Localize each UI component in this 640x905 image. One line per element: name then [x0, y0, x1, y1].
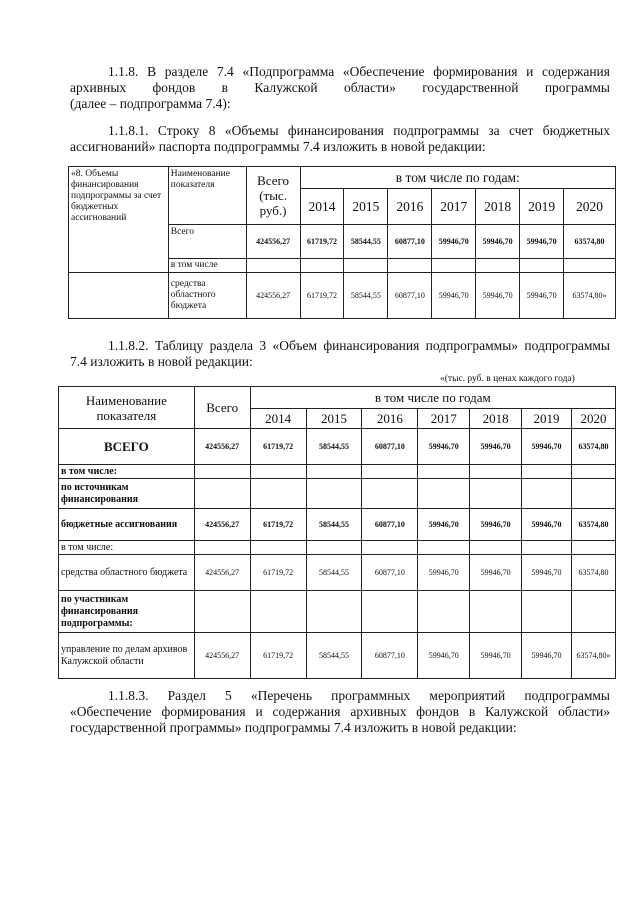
paragraph-line: 1.1.8. В разделе 7.4 «Подпрограмма «Обеспечение формирования и содержания: [108, 64, 610, 79]
row-label: ВСЕГО: [59, 429, 195, 465]
paragraph-line: ассигнований» паспорта подпрограммы 7.4 изложить в новой редакции:: [70, 139, 486, 154]
year-value: 63574,80»: [564, 273, 616, 319]
table-row: [59, 591, 616, 633]
total-value: 424556,27: [246, 273, 300, 319]
empty-cell: [476, 259, 520, 273]
years-header: в том числе по годам:: [300, 167, 615, 189]
year-value: 60877,10: [388, 225, 432, 259]
year-header: 2016: [388, 189, 432, 225]
paragraph-1-1-8-3: [70, 688, 610, 736]
row-label: Всего: [168, 225, 246, 259]
year-value: 60877,10: [362, 429, 418, 465]
year-value: 59946,70: [520, 273, 564, 319]
year-value: 63574,80: [571, 429, 615, 465]
units-note: «(тыс. руб. в ценах каждого года): [440, 374, 575, 384]
empty-cell: [564, 259, 616, 273]
table-row: [69, 273, 616, 319]
paragraph-line: государственной программы» подпрограммы 7.4 изложить в новой редакции:: [70, 720, 517, 735]
row-label: бюджетные ассигнования: [59, 509, 195, 541]
year-value: 59946,70: [432, 225, 476, 259]
row-label: в том числе:: [59, 541, 195, 555]
paragraph-line: архивных фондов в Калужской области» государственной программы: [70, 80, 610, 95]
year-value: 59946,70: [418, 429, 470, 465]
year-header: 2020: [564, 189, 616, 225]
year-value: 61719,72: [250, 633, 306, 679]
year-value: 59946,70: [418, 509, 470, 541]
year-value: 58544,55: [306, 429, 362, 465]
year-header: 2015: [344, 189, 388, 225]
year-value: 59946,70: [418, 555, 470, 591]
subprogram-funding-table: [58, 386, 616, 679]
row-label: средства областного бюджета: [59, 555, 195, 591]
column-header-total: Всего: [194, 387, 250, 429]
passport-funding-table: [68, 166, 616, 319]
years-header: в том числе по годам: [250, 387, 615, 409]
paragraph-1-1-8-2: [70, 338, 610, 370]
row-label: в том числе:: [59, 465, 195, 479]
year-value: 58544,55: [344, 273, 388, 319]
year-value: 63574,80»: [571, 633, 615, 679]
year-header: 2018: [470, 409, 522, 429]
paragraph-line: «Обеспечение формирования и содержания архивных фондов в Калужской области»: [70, 704, 610, 719]
year-header: 2017: [432, 189, 476, 225]
paragraph-line: 1.1.8.2. Таблицу раздела 3 «Объем финансирования подпрограммы» подпрограммы: [108, 338, 610, 353]
paragraph-line: 1.1.8.1. Строку 8 «Объемы финансирования подпрограммы за счет бюджетных: [108, 123, 610, 138]
paragraph-line: 7.4 изложить в новой редакции:: [70, 354, 253, 369]
table-row: [59, 633, 616, 679]
year-header: 2020: [571, 409, 615, 429]
row-label: по источникам финансирования: [59, 479, 195, 509]
year-value: 58544,55: [306, 555, 362, 591]
year-value: 63574,80: [571, 509, 615, 541]
paragraph-1-1-8-1: [70, 123, 610, 155]
year-value: 60877,10: [362, 633, 418, 679]
row-label: управление по делам архивов Калужской области: [59, 633, 195, 679]
year-value: 60877,10: [388, 273, 432, 319]
row-label: в том числе: [168, 259, 246, 273]
empty-cell: [432, 259, 476, 273]
year-value: 59946,70: [470, 633, 522, 679]
year-value: 61719,72: [300, 273, 344, 319]
table-row: [59, 509, 616, 541]
year-header: 2014: [250, 409, 306, 429]
table-row: [59, 465, 616, 479]
year-value: 59946,70: [520, 225, 564, 259]
year-value: 60877,10: [362, 509, 418, 541]
year-header: 2019: [520, 189, 564, 225]
paragraph-line: 1.1.8.3. Раздел 5 «Перечень программных мероприятий подпрограммы: [108, 688, 610, 703]
year-value: 61719,72: [300, 225, 344, 259]
total-value: 424556,27: [194, 633, 250, 679]
year-value: 59946,70: [476, 273, 520, 319]
empty-cell: [344, 259, 388, 273]
year-value: 63574,80: [564, 225, 616, 259]
year-value: 59946,70: [470, 509, 522, 541]
year-value: 60877,10: [362, 555, 418, 591]
table-row: [59, 479, 616, 509]
year-value: 59946,70: [522, 509, 572, 541]
empty-cell: [520, 259, 564, 273]
year-header: 2018: [476, 189, 520, 225]
table-row: [59, 541, 616, 555]
year-value: 58544,55: [306, 633, 362, 679]
empty-cell: [388, 259, 432, 273]
empty-cell: [246, 259, 300, 273]
empty-cell: [300, 259, 344, 273]
year-header: 2015: [306, 409, 362, 429]
year-value: 59946,70: [522, 633, 572, 679]
paragraph-1-1-8: [70, 64, 610, 112]
total-value: 424556,27: [194, 555, 250, 591]
total-value: 424556,27: [194, 429, 250, 465]
year-value: 59946,70: [470, 555, 522, 591]
column-header-name: Наименование показателя: [59, 387, 195, 429]
year-header: 2019: [522, 409, 572, 429]
table-row: [59, 555, 616, 591]
year-value: 59946,70: [476, 225, 520, 259]
year-value: 59946,70: [522, 429, 572, 465]
year-value: 63574,80: [571, 555, 615, 591]
year-value: 61719,72: [250, 429, 306, 465]
year-value: 59946,70: [418, 633, 470, 679]
paragraph-line: (далее – подпрограмма 7.4):: [70, 96, 231, 111]
row-label-cell: «8. Объемы финансирования подпрограммы за счет бюджетных ассигнований: [69, 167, 169, 273]
total-value: 424556,27: [194, 509, 250, 541]
column-header-total: Всего (тыс. руб.): [246, 167, 300, 225]
year-header: 2014: [300, 189, 344, 225]
year-header: 2017: [418, 409, 470, 429]
row-label: средства областного бюджета: [168, 273, 246, 319]
year-value: 61719,72: [250, 509, 306, 541]
year-value: 59946,70: [432, 273, 476, 319]
year-value: 58544,55: [306, 509, 362, 541]
total-value: 424556,27: [246, 225, 300, 259]
year-value: 61719,72: [250, 555, 306, 591]
year-value: 58544,55: [344, 225, 388, 259]
table-row: [59, 429, 616, 465]
column-header-name: Наименование показателя: [168, 167, 246, 225]
year-value: 59946,70: [470, 429, 522, 465]
empty-cell: [69, 273, 169, 319]
year-header: 2016: [362, 409, 418, 429]
row-label: по участникам финансирования подпрограммы:: [59, 591, 195, 633]
year-value: 59946,70: [522, 555, 572, 591]
